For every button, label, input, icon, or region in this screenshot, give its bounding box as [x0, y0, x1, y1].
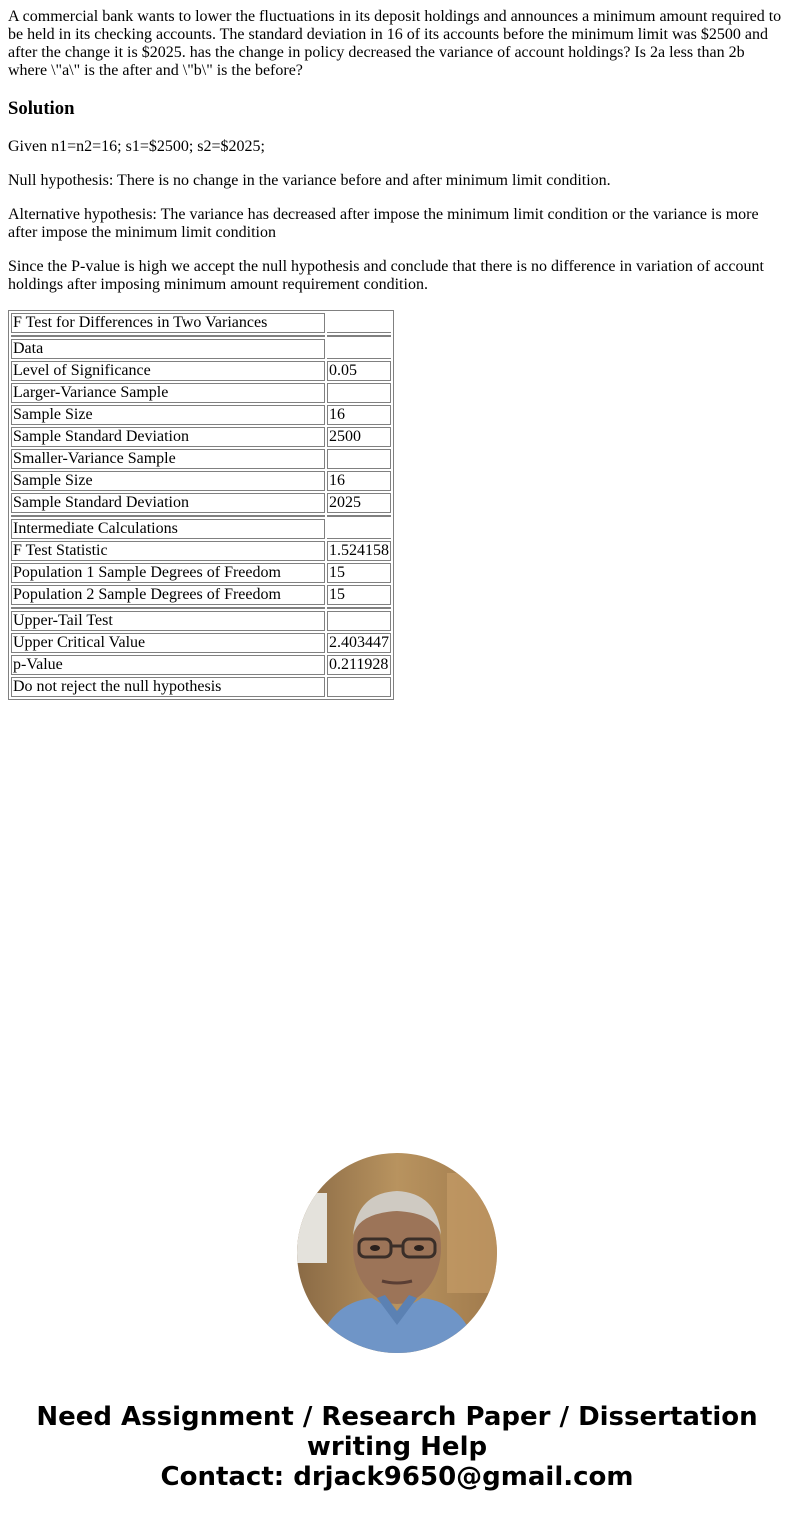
table-separator-row [11, 607, 391, 609]
table-cell-empty [327, 519, 391, 539]
given-paragraph: Given n1=n2=16; s1=$2500; s2=$2025; [8, 138, 265, 155]
table-row [11, 519, 391, 539]
upper-critical-value-value: 2.403447 [329, 634, 389, 651]
promo-line-1: Need Assignment / Research Paper / Dissertation [36, 1402, 758, 1432]
smaller-sample-sd-value: 2025 [327, 493, 391, 513]
smaller-sample-size-label: Sample Size [11, 471, 325, 491]
f-test-statistic-label: F Test Statistic [11, 541, 325, 561]
solution-heading: Solution [8, 98, 75, 119]
table-row [11, 427, 391, 447]
separator-cell [327, 335, 391, 337]
table-row [11, 563, 391, 583]
null-hypothesis-paragraph: Null hypothesis: There is no change in the variance before and after minimum limit condition. [8, 172, 611, 189]
table-row [11, 633, 391, 653]
table-cell-empty [327, 449, 391, 469]
table-row [11, 405, 391, 425]
table-row [11, 677, 391, 697]
upper-tail-header: Upper-Tail Test [11, 611, 325, 631]
table-row [11, 585, 391, 605]
table-row [11, 493, 391, 513]
smaller-sample-sd-label: Sample Standard Deviation [11, 493, 325, 513]
larger-sample-sd-value: 2500 [327, 427, 391, 447]
p-value-value: 0.211928 [327, 655, 391, 675]
separator-cell [11, 335, 325, 337]
promo-line-2: writing Help [306, 1432, 488, 1462]
larger-sample-size-label: Sample Size [11, 405, 325, 425]
pop1-df-value: 15 [327, 563, 391, 583]
table-row [11, 471, 391, 491]
pop2-df-value: 15 [327, 585, 391, 605]
table-row [11, 611, 391, 631]
table-row [11, 339, 391, 359]
table-separator-row [11, 335, 391, 337]
f-test-statistic-value: 1.524158 [329, 542, 389, 559]
promo-banner [0, 1402, 794, 1492]
document-content [8, 8, 786, 700]
table-row [11, 655, 391, 675]
table-separator-row [11, 515, 391, 517]
separator-cell [327, 607, 391, 609]
table-cell-empty [327, 677, 391, 697]
table-cell-empty [327, 611, 391, 631]
table-cell-empty [327, 383, 391, 403]
data-header: Data [11, 339, 325, 359]
table-title: F Test for Differences in Two Variances [11, 313, 325, 333]
pop1-df-label: Population 1 Sample Degrees of Freedom [11, 563, 325, 583]
avatar-portrait-image [297, 1153, 497, 1353]
larger-sample-sd-label: Sample Standard Deviation [11, 427, 325, 447]
larger-sample-size-value: 16 [327, 405, 391, 425]
table-cell-empty [327, 339, 391, 359]
smaller-sample-size-value: 16 [327, 471, 391, 491]
upper-critical-value-label: Upper Critical Value [11, 633, 325, 653]
table-row [11, 361, 391, 381]
smaller-variance-sample-label: Smaller-Variance Sample [11, 449, 325, 469]
promo-contact: Contact: drjack9650@gmail.com [160, 1462, 634, 1492]
larger-variance-sample-label: Larger-Variance Sample [11, 383, 325, 403]
table-row [11, 449, 391, 469]
decision-label: Do not reject the null hypothesis [11, 677, 325, 697]
conclusion-paragraph: Since the P-value is high we accept the null hypothesis and conclude that there is no difference in variation of account holdings after imposing minimum amount requirement condition. [8, 258, 764, 293]
separator-cell [11, 515, 325, 517]
intermediate-header: Intermediate Calculations [11, 519, 325, 539]
level-of-significance-value: 0.05 [327, 361, 391, 381]
alternative-hypothesis-paragraph: Alternative hypothesis: The variance has decreased after impose the minimum limit condition or the variance is more after impose the minimum limit condition [8, 206, 759, 241]
table-cell-empty [327, 313, 391, 333]
table-row [11, 313, 391, 333]
table-row [11, 541, 391, 561]
f-test-table [8, 310, 394, 700]
table-row [11, 383, 391, 403]
separator-cell [327, 515, 391, 517]
question-text: A commercial bank wants to lower the fluctuations in its deposit holdings and announces a minimum amount required to be held in its checking accounts. The standard deviation in 16 of its accounts before the minimum limit was $2500 and after the change it is $2025. has the change in policy decreased the variance of account holdings? Is 2a less than 2b where \"a\" is the after and \"b\" is the before? [8, 8, 782, 79]
separator-cell [11, 607, 325, 609]
p-value-label: p-Value [11, 655, 325, 675]
pop2-df-label: Population 2 Sample Degrees of Freedom [11, 585, 325, 605]
level-of-significance-label: Level of Significance [11, 361, 325, 381]
avatar [297, 1153, 497, 1353]
